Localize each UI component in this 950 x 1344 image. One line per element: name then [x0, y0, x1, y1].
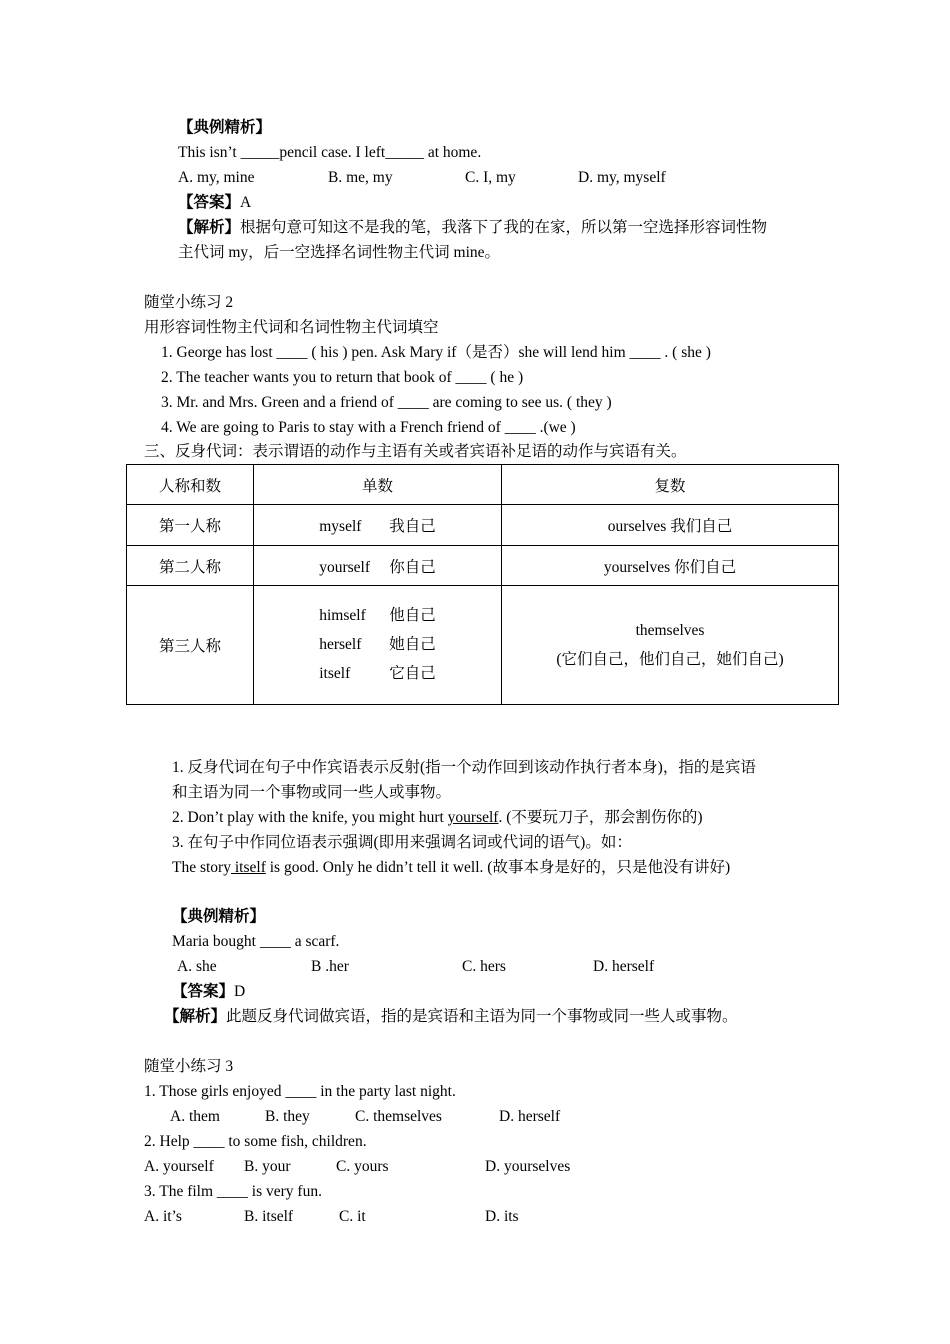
usage-example-text: 2. Don’t play with the knife, you might hurt: [172, 809, 448, 826]
singular-cell: [254, 505, 502, 546]
singular-zh: 它自己: [389, 665, 436, 682]
option-a: A. them: [170, 1108, 220, 1125]
practice-title: 随堂小练习 3: [144, 1058, 234, 1075]
practice-question: 2. Help ____ to some fish, children.: [144, 1133, 367, 1150]
option-b: B. they: [265, 1108, 310, 1125]
plural-en: themselves: [635, 621, 705, 639]
analysis-label: 【解析】: [164, 1008, 227, 1025]
usage-line: 1. 反身代词在句子中作宾语表示反射(指一个动作回到该动作执行者本身)，指的是宾语: [172, 759, 756, 776]
option-d: D. its: [485, 1208, 519, 1225]
singular-zh: 他自己: [389, 607, 436, 624]
usage-example: [172, 858, 730, 878]
usage-line: 3. 在句子中作同位语表示强调(即用来强调名词或代词的语气)。如：: [172, 834, 632, 851]
practice-item: 2. The teacher wants you to return that book of ____ ( he ): [161, 369, 524, 386]
usage-example-text: is good. Only he didn’t tell it well. (故事本身是好的，只是他没有讲好): [265, 859, 731, 876]
option-c: C. hers: [462, 958, 506, 975]
plural-cell: ourselves 我们自己: [502, 505, 839, 546]
practice-item: 1. George has lost ____ ( his ) pen. Ask Mary if（是否）she will lend him ____ . ( she ): [161, 344, 711, 361]
answer-line: [178, 193, 251, 213]
usage-line: 和主语为同一个事物或同一些人或事物。: [172, 784, 452, 801]
example-question: This isn’t _____pencil case. I left_____ at home.: [178, 144, 482, 161]
option-c: C. yours: [336, 1158, 389, 1175]
singular-en: yourself: [319, 558, 371, 576]
singular-en: myself: [319, 518, 362, 535]
usage-example: [172, 808, 703, 828]
header-plural: 复数: [502, 465, 839, 505]
option-a: A. it’s: [144, 1208, 182, 1225]
underlined-word: itself: [230, 859, 266, 876]
practice-question: 1. Those girls enjoyed ____ in the party last night.: [144, 1083, 456, 1100]
singular-en: itself: [319, 665, 351, 682]
singular-zh: 她自己: [389, 636, 436, 653]
header-singular: 单数: [254, 465, 502, 505]
answer-value: A: [240, 194, 252, 211]
example-header: 【典例精析】: [178, 119, 272, 136]
option-c: C. themselves: [355, 1108, 442, 1125]
option-c: C. it: [339, 1208, 366, 1225]
option-a: A. my, mine: [178, 169, 255, 186]
person-cell: 第一人称: [127, 505, 254, 546]
option-c: C. I, my: [465, 169, 516, 186]
answer-value: D: [234, 983, 246, 1000]
plural-cell: yourselves 你们自己: [502, 546, 839, 586]
option-d: D. yourselves: [485, 1158, 571, 1175]
option-d: D. my, myself: [578, 169, 666, 186]
answer-line: [172, 982, 245, 1002]
option-b: B. me, my: [328, 169, 393, 186]
table-header-row: [127, 465, 839, 505]
option-b: B. your: [244, 1158, 291, 1175]
answer-label: 【答案】: [178, 194, 241, 211]
analysis-line: [164, 1007, 738, 1027]
option-d: D. herself: [593, 958, 655, 975]
analysis-text-cont: 主代词 my，后一空选择名词性物主代词 mine。: [178, 244, 501, 261]
analysis-text: 此题反身代词做宾语，指的是宾语和主语为同一个事物或同一些人或事物。: [226, 1008, 738, 1025]
section-heading: 三、反身代词：表示谓语的动作与主语有关或者宾语补足语的动作与宾语有关。: [144, 443, 687, 460]
singular-zh: 我自己: [389, 518, 436, 535]
usage-example-text: The story: [172, 859, 231, 876]
person-cell: 第三人称: [127, 586, 254, 705]
option-d: D. herself: [499, 1108, 561, 1125]
practice-item: 4. We are going to Paris to stay with a French friend of ____ .(we ): [161, 419, 576, 436]
analysis-text: 根据句意可知这不是我的笔，我落下了我的在家，所以第一空选择形容词性物: [240, 219, 768, 236]
analysis-line: [178, 218, 767, 238]
practice-question: 3. The film ____ is very fun.: [144, 1183, 322, 1200]
practice-instruction: 用形容词性物主代词和名词性物主代词填空: [144, 319, 439, 336]
reflexive-pronoun-table: [126, 464, 839, 705]
person-cell: 第二人称: [127, 546, 254, 586]
plural-zh: (它们自己，他们自己，她们自己): [556, 650, 784, 668]
practice-title: 随堂小练习 2: [144, 294, 234, 311]
option-a: A. yourself: [144, 1158, 214, 1175]
practice-item: 3. Mr. and Mrs. Green and a friend of ____ are coming to see us. ( they ): [161, 394, 612, 411]
usage-example-text: . (不要玩刀子，那会割伤你的): [498, 809, 703, 826]
plural-cell: [502, 586, 839, 705]
option-b: B .her: [311, 958, 349, 975]
singular-en: himself: [319, 607, 366, 624]
header-person: 人称和数: [127, 465, 254, 505]
table-row: [127, 546, 839, 586]
example-header: 【典例精析】: [172, 908, 266, 925]
option-a: A. she: [177, 958, 217, 975]
example-question: Maria bought ____ a scarf.: [172, 933, 340, 950]
answer-label: 【答案】: [172, 983, 235, 1000]
singular-cell: [254, 586, 502, 705]
underlined-word: yourself: [447, 809, 499, 826]
singular-en: herself: [319, 636, 362, 653]
table-row: [127, 586, 839, 705]
analysis-label: 【解析】: [178, 219, 241, 236]
option-b: B. itself: [244, 1208, 294, 1225]
singular-cell: [254, 546, 502, 586]
table-row: [127, 505, 839, 546]
singular-zh: 你自己: [389, 558, 436, 576]
